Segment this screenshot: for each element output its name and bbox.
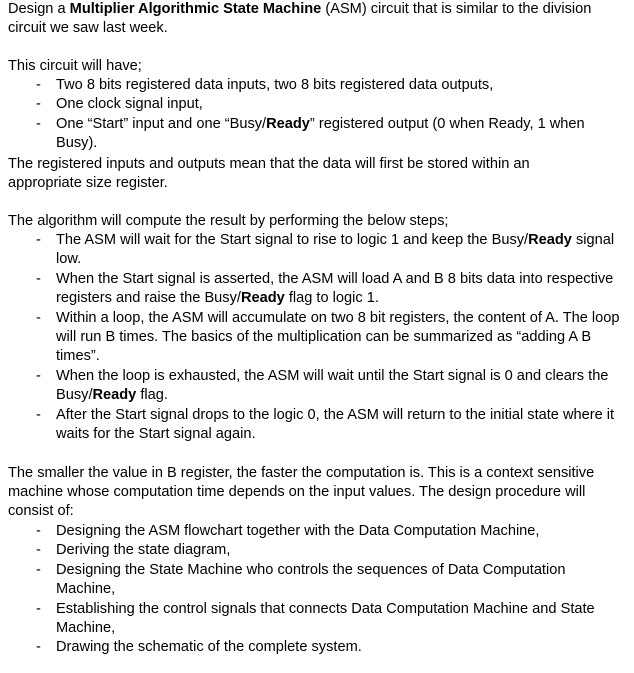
closing-paragraph: The smaller the value in B register, the faster the computation is. This is a context sensitive machine whose computation time depends on the input values. The design procedure will consist of: — [8, 465, 595, 520]
list-item-text: signal low. — [56, 232, 615, 268]
registered-note-paragraph: The registered inputs and outputs mean that the data will first be stored within an appropriate size register. — [8, 156, 530, 192]
list-item — [56, 309, 620, 367]
list-item-bold: Ready — [266, 115, 310, 132]
list-item-text: After the Start signal drops to the logic 0, the ASM will return to the initial state where it waits for the Start signal again. — [56, 406, 615, 443]
list-item-text: One “Start” input and one “Busy/ — [56, 115, 267, 132]
algorithm-steps-list — [8, 231, 620, 444]
intro-text-after: (ASM) circuit that is similar to the division circuit we saw last week. — [8, 1, 592, 37]
list-item-text: When the Start signal is asserted, the ASM will load A and B 8 bits data into respective registers and raise the Busy/ — [56, 270, 614, 307]
list-item: - Designing the ASM flowchart together with the Data Computation Machine, — [56, 522, 614, 541]
list-item: - Drawing the schematic of the complete system. — [56, 638, 614, 657]
intro-paragraph — [8, 0, 610, 38]
list-item-text: ” registered output (0 when Ready, 1 when Busy). — [56, 115, 585, 152]
list-item: - Deriving the state diagram, — [56, 541, 614, 560]
list-item — [56, 406, 620, 445]
list-item-text: The ASM will wait for the Start signal to rise to logic 1 and keep the Busy/ — [56, 232, 529, 248]
list-item-text: Two 8 bits registered data inputs, two 8 bits registered data outputs, — [56, 77, 494, 93]
list-item-text: Within a loop, the ASM will accumulate on two 8 bit registers, the content of A. The loop will run B times. The basics of the multiplication can be summarized as “adding A B times”. — [56, 309, 620, 365]
list-item-text: flag. — [136, 387, 168, 404]
list-item — [56, 95, 606, 114]
list-item-bold: Ready — [92, 387, 137, 404]
list-item — [56, 231, 620, 270]
list-item: - Establishing the control signals that connects Data Computation Machine and State Machine, — [56, 600, 614, 639]
list-item-text: When the loop is exhausted, the ASM will wait until the Start signal is 0 and clears the Busy/ — [56, 367, 609, 404]
list-item — [56, 76, 606, 95]
list-item-text: One clock signal input, — [56, 96, 203, 113]
list-item — [56, 270, 620, 309]
design-procedure-list — [8, 522, 614, 658]
list-item — [56, 367, 620, 406]
intro-text-before: Design a — [8, 1, 70, 17]
list-item-bold: Ready — [240, 290, 285, 307]
list-item: - Designing the State Machine who controls the sequences of Data Computation Machine, — [56, 561, 614, 600]
have-heading: This circuit will have; — [8, 58, 142, 74]
intro-bold-title: Multiplier Algorithmic State Machine — [69, 1, 322, 17]
have-list — [8, 76, 606, 154]
algorithm-heading: The algorithm will compute the result by performing the below steps; — [8, 213, 449, 229]
list-item-text: flag to logic 1. — [284, 290, 379, 307]
list-item-bold: Ready — [528, 232, 572, 248]
list-item — [56, 115, 606, 154]
